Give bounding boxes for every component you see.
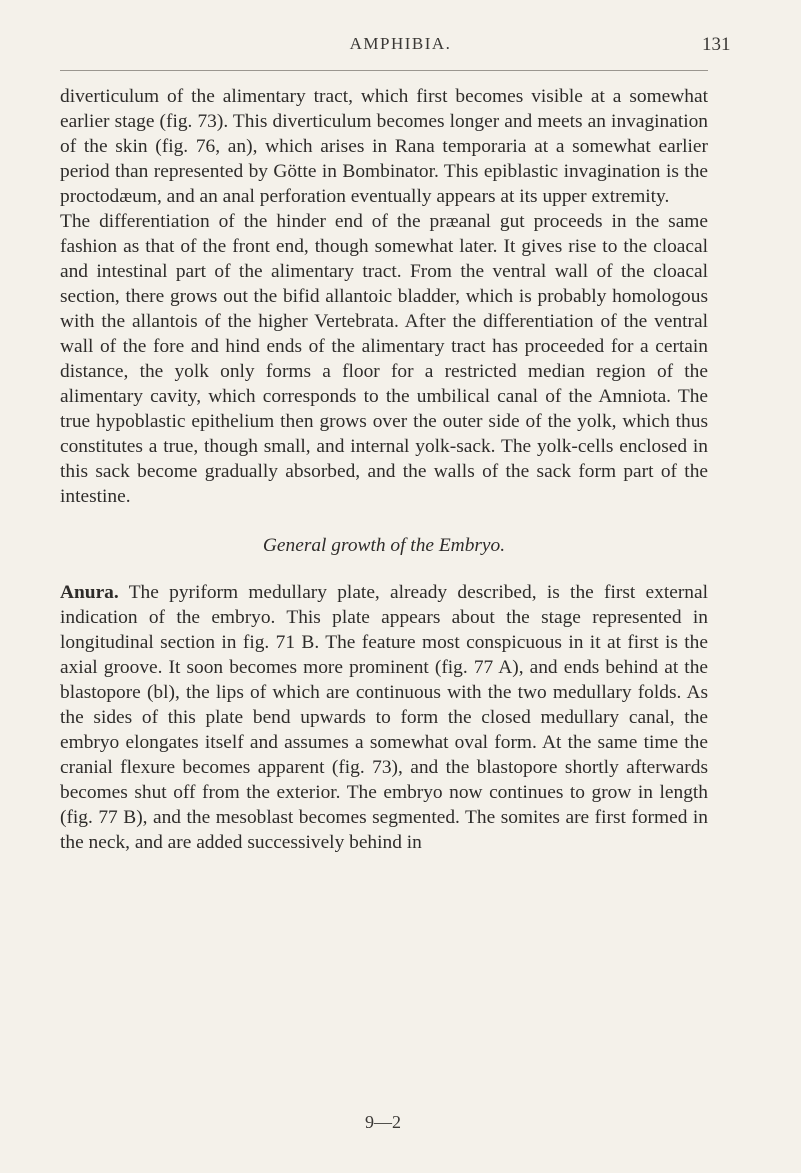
body-text [60,84,708,855]
lead-term-anura: Anura. [60,582,119,603]
page-number: 131 [702,34,731,55]
header-rule [60,70,708,71]
running-title: AMPHIBIA. [349,34,452,53]
section-heading: General growth of the Embryo. [262,535,506,556]
paragraph-differentiation: The differentiation of the hinder end of the præanal gut proceeds in the same fashion as that of the front end, though somewhat later. It gives rise to the cloacal and intestinal part of the alimentary tract. From the ventral wall of the cloacal section, there grows out the bifid allantoic bladder, which is probably homologous with the allantois of the higher Vertebrata. After the differentiation of the ventral wall of the fore and hind ends of the alimentary tract has proceeded for a certain distance, the yolk only forms a floor for a restricted median region of the alimentary cavity, which corresponds to the umbilical canal of the Amniota. The true hypoblastic epithelium then grows over the outer side of the yolk, which thus constitutes a true, though small, and internal yolk-sack. The yolk-cells enclosed in this sack become gradually absorbed, and the walls of the sack form part of the intestine. [60,211,708,507]
paragraph-anura-text: The pyriform medullary plate, already described, is the first external indication of the embryo. This plate appears about the stage represented in longitudinal section in fig. 71 B. The feature most conspicuous in it at first is the axial groove. It soon becomes more prominent (fig. 77 A), and ends behind at the blastopore (bl), the lips of which are continuous with the two medullary folds. As the sides of this plate bend upwards to form the closed medullary canal, the embryo elongates itself and assumes a somewhat oval form. At the same time the cranial flexure becomes apparent (fig. 73), and the blastopore shortly afterwards becomes shut off from the exterior. The embryo now continues to grow in length (fig. 77 B), and the mesoblast becomes segmented. The somites are first formed in the neck, and are added successively behind in [60,582,708,853]
paragraph-anura [60,580,708,855]
paragraph-continued: diverticulum of the alimentary tract, which first becomes visible at a somewhat earlier stage (fig. 73). This diverticulum becomes longer and meets an invagination of the skin (fig. 76, an), which arises in Rana temporaria at a somewhat earlier period than represented by Götte in Bombinator. This epiblastic invagination is the proctodæum, and an anal perforation eventually appears at its upper extremity. [60,86,708,207]
signature-mark: 9—2 [365,1112,401,1132]
